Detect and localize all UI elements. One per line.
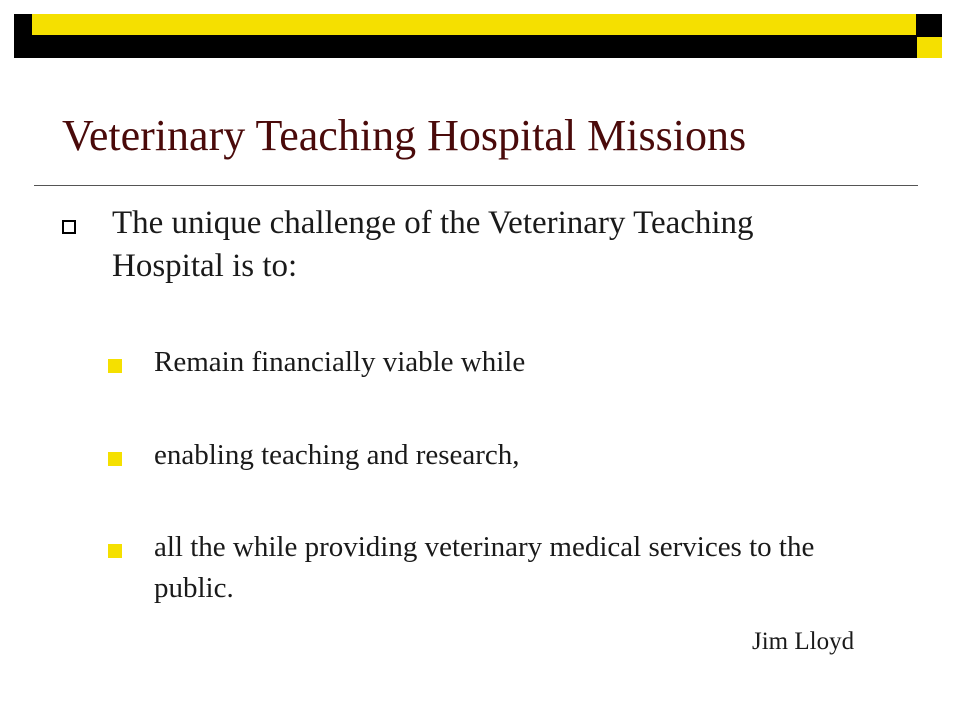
main-point-text: The unique challenge of the Veterinary Teaching Hospital is to: <box>112 205 754 284</box>
square-bullet-icon <box>108 452 122 466</box>
sub-point-1: Remain financially viable while <box>154 346 526 378</box>
square-bullet-icon <box>108 544 122 558</box>
square-bullet-icon <box>108 359 122 373</box>
slide-title: Veterinary Teaching Hospital Missions <box>62 111 747 160</box>
author-attribution: Jim Lloyd <box>752 628 855 655</box>
corner-block-black <box>917 14 942 37</box>
corner-block-yellow <box>917 37 942 58</box>
title-divider <box>34 185 918 186</box>
header-accent-bar <box>32 14 916 35</box>
hollow-square-bullet-icon <box>62 220 76 234</box>
sub-point-2: enabling teaching and research, <box>154 439 520 471</box>
sub-point-3: all the while providing veterinary medical services to the public. <box>154 531 815 604</box>
